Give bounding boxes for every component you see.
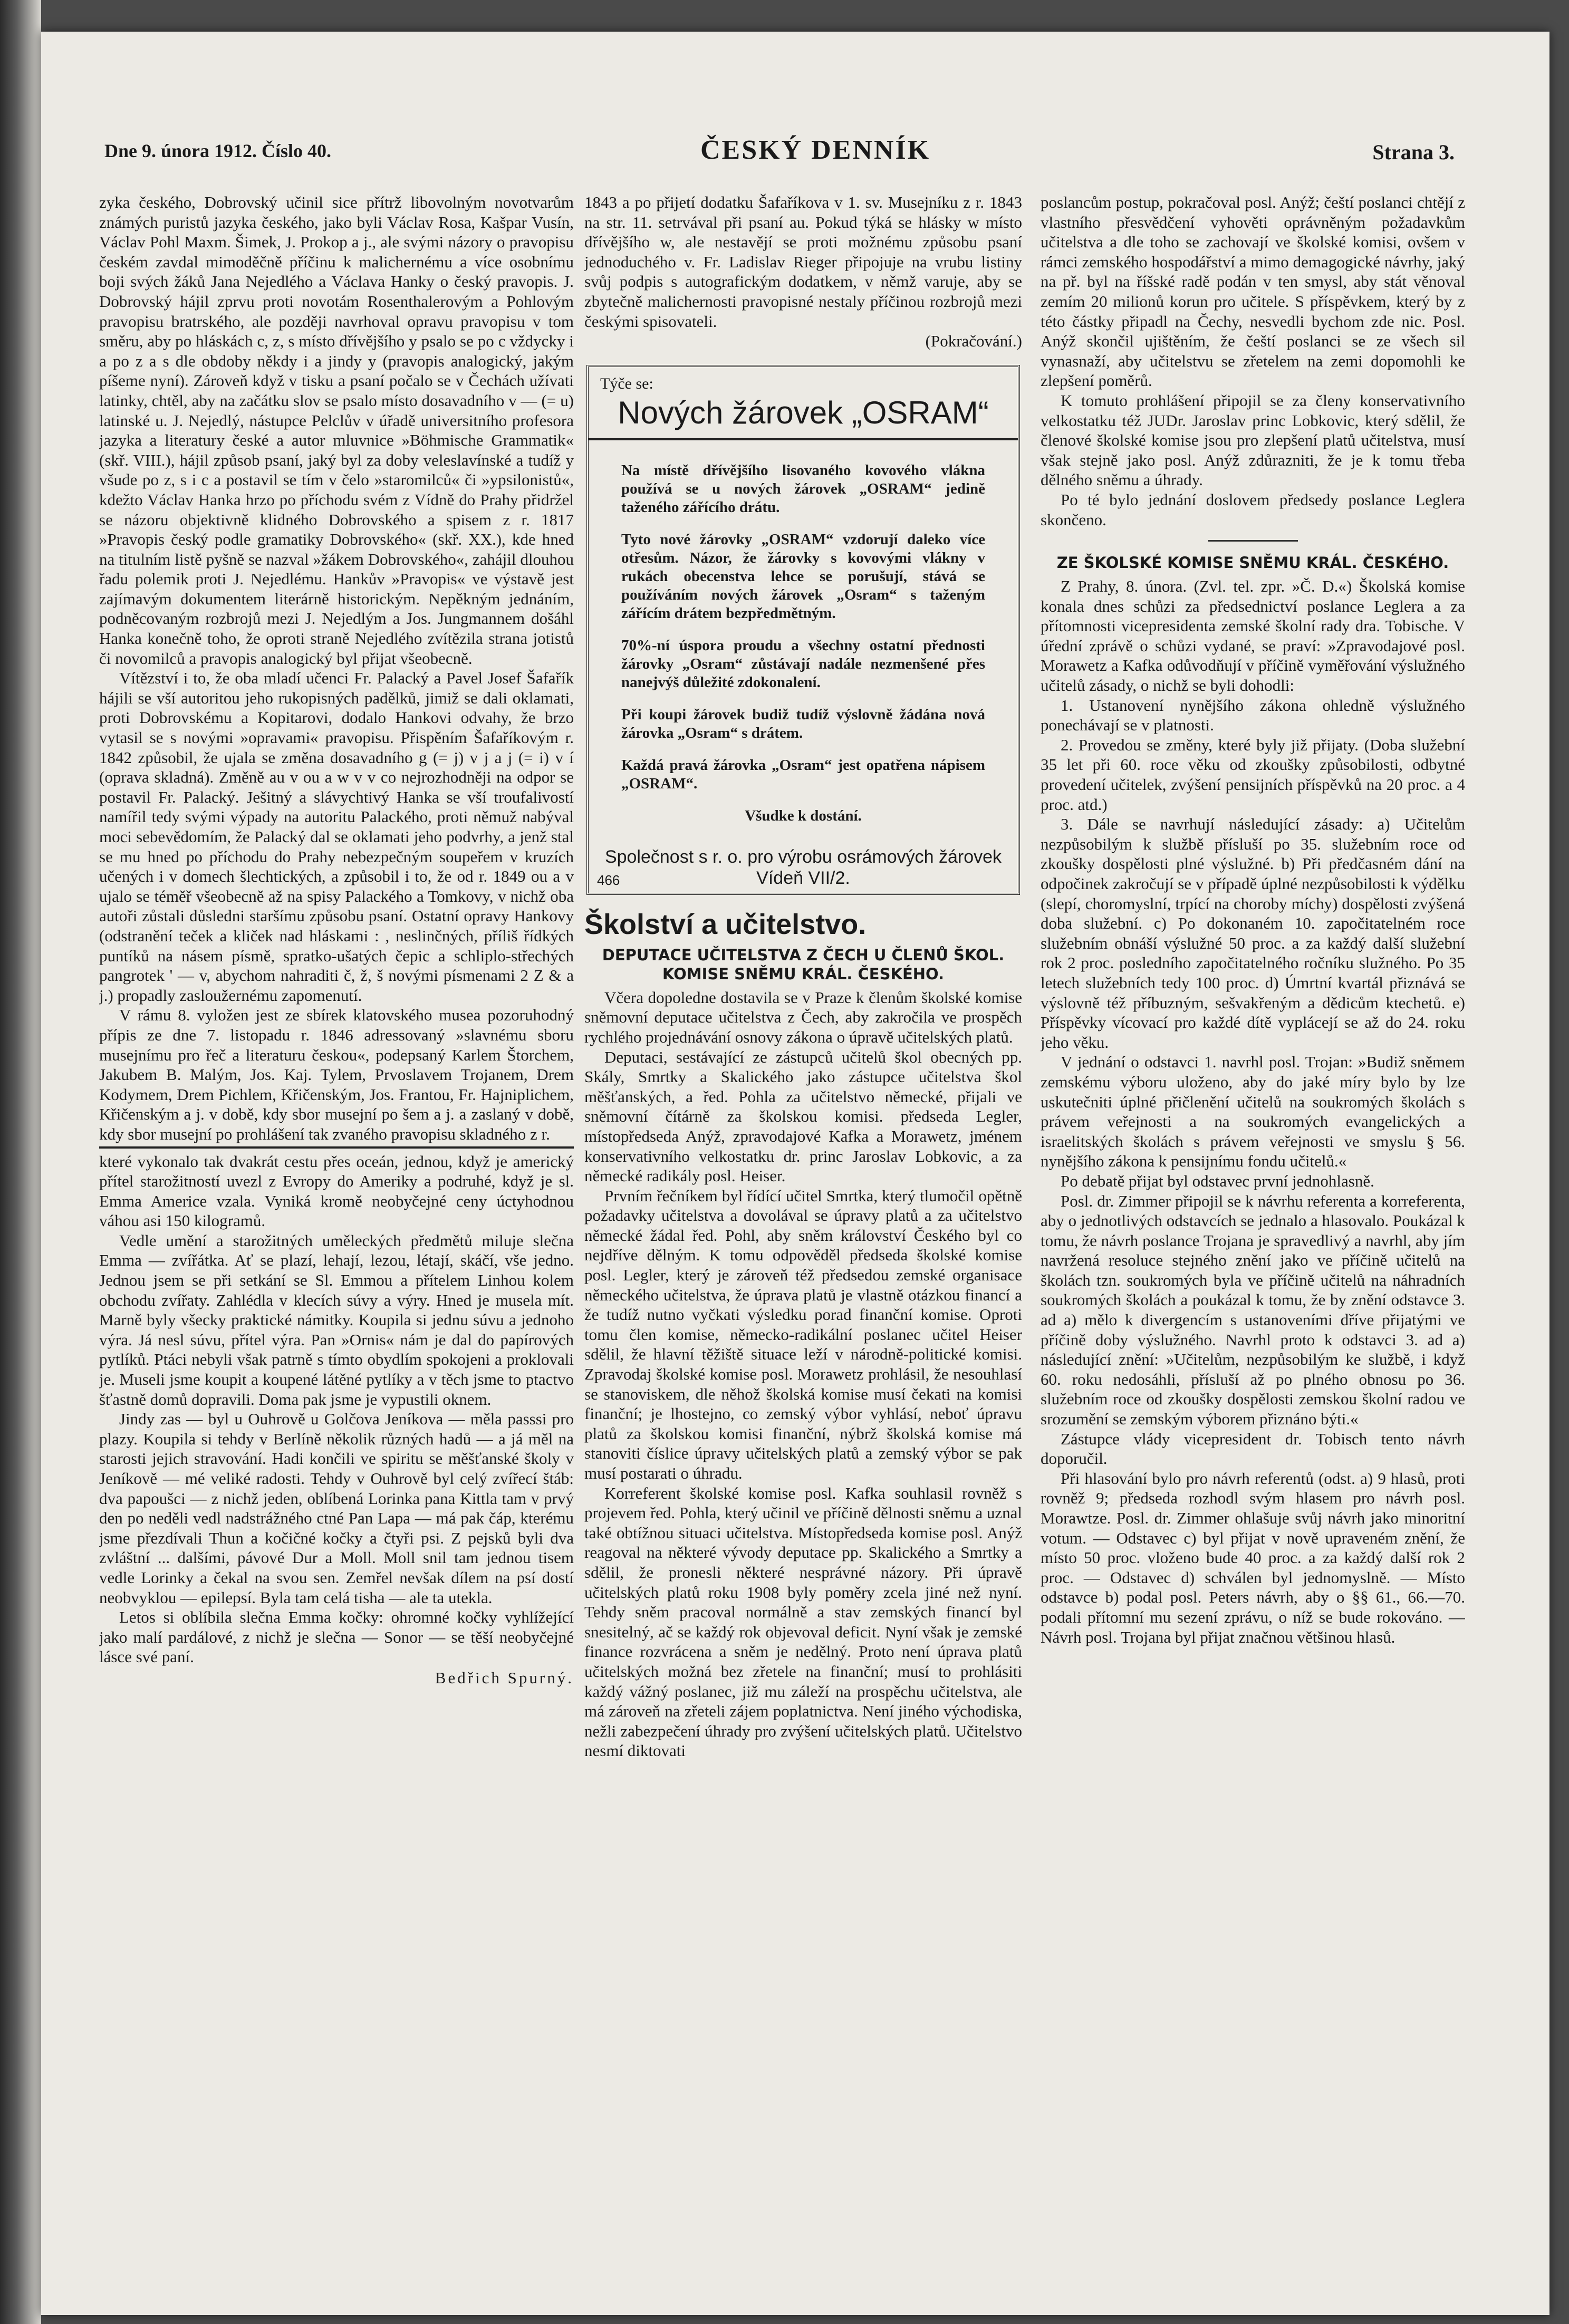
scan-edge xyxy=(0,0,41,2324)
article-text: zyka českého, Dobrovský učinil sice přítrž libovolným novotvarům známých puristů jazyka českého, jako byli Václav Rosa, Kašpar Vusín, Václav Pohl Maxm. Šimek, J. Prokop a j., ale svými názory o pravopisu českém zavdal mimoděčně příčinu k malichernému a více osobnímu boji svých žáků Jana Nejedlého a Václava Hanky o český pravopis. J. Dobrovský hájil zprvu proti novotám Rosenthalerovým a Pohlovým pravopisu bratrského, ale později navrhoval opravu pravopisu v tom směru, aby po hláskách c, z, s místo dřívějšího y psalo se po c vždycky i a po z a s dle obdoby někdy i a jindy y (pravopis analogický, jakým píšeme nyní). Zároveň když v tisku a psaní počalo se v Čechách užívati latinky, chtěl, aby na začátku slov se psalo místo dosavadního v — (= u) latinské u. J. Nejedlý, nástupce Pelclův v úřadě universitního profesora jazyka a literatury české a autor mluvnice »Böhmische Grammatik« (skř. VIII.), hájil způsob psaní, jaký byl za doby veleslavínské a tudíž y všude po z, s i c a postavil se tím v čelo »staromilců« či »ypsilonistů«, kdežto Václav Hanka hrzo po příchodu svém z Vídně do Prahy přidržel se názoru objektivně klidného Dobrovského a spisem z r. 1817 »Pravopis český podle gramatiky Dobrovského« (skř. XX.), kde hned na titulním listě pyšně se nazval »žákem Dobrovského«, zahájil dlouhou řadu polemik proti J. Nejedlému. Hankův »Pravopis« ve výstavě jest zajímavým dokumentem literárně historickým. Nepěkným jednáním, podněcovaným rozbrojů mezi J. Nejedlým a Jos. Jungmannem došáhl Hanka konečně toho, že oproti straně Nejedlého zvítězila strana jotistů či novomilců a pravopis analogický byl přijat všeobecně. xyxy=(99,193,574,668)
newspaper-page xyxy=(41,32,1549,2315)
article-text: Prvním řečníkem byl řídící učitel Smrtka, který tlumočil opětně požadavky učitelstva a dovolával se úpravy platů a za učitelstvo německé žádal řed. Pohl, aby sněm království Českého byl co nejdříve dělným. K tomu odpověděl předseda školské komise posl. Legler, který je zároveň též předsedou zemské organisace německého učitelstva, že úprava platů je vlastně otázkou financí a že tudíž nutno vyčkati výsledku porad finanční komise. Oproti tomu člen komise, německo-radikální poslanec učitel Heiser sdělil, že hlavní těžiště situace leží v národně-politické komisi. Zpravodaj školské komise posl. Morawetz prohlásil, že nesouhlasí se stanoviskem, dle něhož školská komise musí čekati na komisi finanční; je lhostejno, co zemský výbor vyhlásí, neboť úpravu platů za školskou komisi finanční, nýbrž školská komise má stanoviti číslice úpravy učitelských platů a zemský výbor se pak musí postarati o úhradu. xyxy=(584,1186,1022,1482)
ad-text: Tyto nové žárovky „OSRAM“ vzdorují daleko více otřesům. Názor, že žárovky s kovovými vlákny v rukách obecenstva lehce se porušují, stává se používáním nových žárovek „Osram“ s taženým zářícím drátem bezpředmětným. xyxy=(621,531,985,622)
divider xyxy=(1208,540,1298,542)
ad-headline: Nových žárovek „OSRAM“ xyxy=(589,393,1018,440)
article-text: Při hlasování bylo pro návrh referentů (odst. a) 9 hlasů, proti rovněž 9; předseda rozhodl svým hlasem pro návrh posl. Morawtze. Posl. dr. Zimmer ohlašuje svůj návrh jako minoritní votum. — Odstavec c) byl přijat v nově upraveném znění, že místo 50 proc. vloženo bude 40 proc. a za každý další rok 2 proc. — Odstavec d) schválen byl jednomyslně. — Místo odstavce b) podal posl. Peters návrh, aby o §§ 61., 66.—70. podali přítomní mu sezení zprávu, o níž se bude rokováno. — Návrh posl. Trojana byl přijat značnou většinou hlasů. xyxy=(1041,1469,1465,1646)
column-2 xyxy=(584,192,1022,2249)
ad-text: Na místě dřívějšího lisovaného kovového vlákna používá se u nových žárovek „OSRAM“ jedině taženého zářícího drátu. xyxy=(621,461,985,516)
feuilleton-text: které vykonalo tak dvakrát cestu přes oceán, jednou, když je americký přítel starožitností uvezl z Evropy do Ameriky a podruhé, když je sl. Emma Americe vzala. Vyniká kromě neobyčejné ceny úctyhodnou váhou asi 150 kilogramů. xyxy=(99,1152,574,1230)
osram-advertisement xyxy=(586,365,1020,895)
article-text: Z Prahy, 8. února. (Zvl. tel. zpr. »Č. D.«) Školská komise konala dnes schůzi za předsednictví poslance Leglera a za přítomnosti vicepresidenta zemské školní rady dra. Tobische. V úřední zprávě o schůzi vydané, se praví: »Zpravodajové posl. Morawetz a Kafka odůvodňují v příčině vyměřování výslužného učitelů zásady, o nichž se byli dohodli: xyxy=(1041,577,1465,695)
article-text: K tomuto prohlášení připojil se za členy konservativního velkostatku též JUDr. Jaroslav princ Lobkovic, který sdělil, že členové školské komise jsou pro zlepšení platů učitelstva, musí však stejně jako posl. Anýž zdůrazniti, že je k tomu třeba dělného sněmu a úhrady. xyxy=(1041,391,1465,489)
newspaper-title: ČESKÝ DENNÍK xyxy=(700,135,931,165)
feuilleton-text: Vedle umění a starožitných uměleckých předmětů miluje slečna Emma — zvířátka. Ať se plazí, lehají, lezou, létají, skáčí, vše jedno. Jednou jsem se při setkání se Sl. Emmou a přítelem Linhou kolem obchodu zvířaty. Zahlédla v klecích súvy a výry. Hned je musela mít. Marně byly všecky praktické námitky. Koupila si jednu súvu a jednoho výra. Já nesl súvu, přítel výra. Pan »Ornis« nám je dal do papírových pytlíků. Ptáci nebyli však patrně s tímto obydlím spokojeni a proklovali je. Museli jsme koupit a koupené látěné pytlíky a v těch jsme to ptactvo šťastně domů dopravili. Doma pak jsme je vypustili oknem. xyxy=(99,1231,574,1409)
ad-intro: Týče se: xyxy=(600,374,653,392)
ad-text: Každá pravá žárovka „Osram“ jest opatřena nápisem „OSRAM“. xyxy=(621,756,985,792)
author-signature: Bedřich Spurný. xyxy=(435,1668,574,1687)
divider xyxy=(99,1146,574,1149)
article-text: Deputaci, sestávající ze zástupců učitelů škol obecných pp. Skály, Smrtky a Skalického jako zástupce učitelstva škol měšťanských, a řed. Pohla za učitelstvo německé, přijali ve sněmovní čítárně za školskou komisi. předseda Legler, místopředseda Anýž, zpravodajové Kafka a Morawetz, jménem konservativního velkostatku dr. princ Jaroslav Lobkovic, a za německé radikály posl. Heiser. xyxy=(584,1047,1022,1185)
article-text: Posl. dr. Zimmer připojil se k návrhu referenta a korreferenta, aby o jednotlivých odstavcích se jednalo a hlasovalo. Poukázal k tomu, že návrh poslance Trojana je spravedlivý a navrhl, aby jím navržená resoluce stejného znění jako ve příčině učitelů na školách tzn. soukromých byla ve příčině učitelů na náhradních soukromých školách a poukázal k tomu, že by znění odstavce 3. ad a) mělo k divergencím s ustanoveními dříve přijatými ve příčině doby výslužného. Navrhl proto k odstavci 3. ad a) následující znění: »Učitelům, nezpůsobilým ke službě, i když 60. roku nedosáhli, přísluší až po plného obnosu po 36. služebním roce od zkoušky dospělosti zemskou školní radou ve srozumění se zemským výborem přiznáno býti.« xyxy=(1041,1191,1465,1429)
column-3 xyxy=(1041,192,1465,2249)
article-text: 1843 a po přijetí dodatku Šafaříkova v 1. sv. Musejníku z r. 1843 na str. 11. setrvával při psaní au. Pokud týká se hlásky w místo dřívějšího w, ale nestavějí se proti možnému způsobu psaní jednoduchého v. Fr. Ladislav Rieger připojuje na vrubu listiny svůj podpis s autografickým dodatkem, v němž varuje, aby se zbytečně malichernosti pravopisné nestaly příčinou rozbrojů mezi českými spisovateli. xyxy=(584,193,1022,331)
article-text: 2. Provedou se změny, které byly již přijaty. (Doba služební 35 let při 60. roce věku od zkoušky způsobilosti, odbytné provedení učitelek, zvýšení pensijních příspěvků na 20 proc. a 4 proc. atd.) xyxy=(1041,735,1465,814)
feuilleton-text: Jindy zas — byl u Ouhrově u Golčova Jeníkova — měla passsi pro plazy. Koupila si tehdy v Berlíně několik různých hadů — a já měl na starosti jejich stravování. Hadi končili ve spiritu se měšťanské školy v Jeníkově — mé veliké radosti. Tehdy v Ouhrově byl celý zvířecí štáb: dva papoušci — z nichž jeden, oblíbená Lorinka pana Kittla tam v prvý den po neděli vedl nadstrážného ctné Pan Lapa — má pak čáp, kterému jsme přezdívali Thun a kočičné kočky a čtyři psi. Z pejsků byli dva zvláštní ... dalšími, pávové Dur a Moll. Moll snil tam jednou tisem vedle Lorinky a čekal na svou sen. Zemřel nevšak dílem na psí dostí neobvyklou — epilepsí. Byla tam celá tisha — ale ta utekla. xyxy=(99,1410,574,1607)
feuilleton-text: Letos si oblíbila slečna Emma kočky: ohromné kočky vyhlížející jako malí pardálové, z nichž je slečna — Sonor — se těší neobyčejné lásce své paní. xyxy=(99,1608,574,1666)
section-heading: Školství a učitelstvo. xyxy=(584,908,867,940)
article-text: V jednání o odstavci 1. navrhl posl. Trojan: »Budiž sněmem zemskému výboru uloženo, aby do jaké míry bylo by lze uskutečniti úplné přičlenění učitelů na soukromých školách s právem veřejnosti a na soukromých evangelických a israelitských školách s právem veřejnosti ve smyslu § 56. nynějšího zákona k pensijnímu fondu učitelů.« xyxy=(1041,1053,1465,1171)
article-text: Včera dopoledne dostavila se v Praze k členům školské komise sněmovní deputace učitelstva z Čech, aby zakročila ve prospěch rychlého projednávání osnovy zákona o úpravě učitelských platů. xyxy=(584,988,1022,1046)
article-text: V rámu 8. vyložen jest ze sbírek klatovského musea pozoruhodný přípis ze dne 7. listopadu r. 1846 adressovaný »slavnému sboru musejnímu pro řeč a literaturu českou«, podepsaný Karlem Štorchem, Jakubem B. Malým, Jos. Kaj. Tylem, Prvoslavem Trojanem, Drem Kodymem, Drem Pichlem, Křičenským, Jos. Frantou, Fr. Hajniplichem, Křičenským a j. v době, kdy sbor musejní po šem a j. a zaslaný v době, kdy sbor musejní po prohlášení tak zvaného pravopisu skladného z r. xyxy=(99,1006,574,1143)
article-text: 3. Dále se navrhují následující zásady: a) Učitelům nezpůsobilým k službě přísluší po 35. služebním roce od zkoušky dospělosti plné výslužné. b) Při předčasném dání na odpočinek zakročují se v případě úplné nezpůsobilosti k výdělku (slepí, choromyslní, trpící na choroby míchy) dospělosti zvýšená doba služební. c) Po dokonaném 10. započitatelném roce služebním obnáší výslužné 50 proc. a za každý další služební rok 2 proc. posledního započitatelného ročníku služného. Po 35 letech služebních tedy 100 proc. d) Úmrtní kvartál přiznává se výslovně též příbuzným, sešvakřeným a dědicům ktechetů. e) Příspěvky vícovací pro každé dítě vyplácejí se až do 24. roku jeho věku. xyxy=(1041,815,1465,1052)
masthead xyxy=(104,129,1455,171)
page-number: Strana 3. xyxy=(1372,140,1455,164)
article-text: Korreferent školské komise posl. Kafka souhlasil rovněž s projevem řed. Pohla, který učinil ve příčině dělnosti sněmu a uznal také obtížnou situaci učitelstva. Místopředseda komise posl. Anýž reagoval na některé vývody deputace pp. Skalického a Smrtky a sdělil, že pronesli některé nesprávné názory. Při úpravě učitelských platů roku 1908 byly poměry zcela jiné než nyní. Tehdy sněm pracoval normálně a stav zemských financí byl snesitelný, ač se každý rok objevoval deficit. Nyní však je zemské finance rozvrácena a sněm je nedělný. Proto není úprava platů učitelských možná bez zřetele na finanční; musí to prohlásiti každý vážný poslanec, již mu záleží na prospěchu učitelstva, ale má zároveň na zřeteli zájem poplatnictva. Není jiného východiska, nežli zabezpečení úhrady pro zvýšení učitelských platů. Učitelstvo nesmí diktovati xyxy=(584,1483,1022,1760)
ad-company: Společnost s r. o. pro výrobu osrámových žárovek Vídeň VII/2. xyxy=(604,846,1002,888)
ad-availability: Všudke k dostání. xyxy=(745,807,862,824)
article-text: 1. Ustanovení nynějšího zákona ohledně výslužného ponechávají se v platnosti. xyxy=(1041,696,1465,735)
issue-date: Dne 9. února 1912. Číslo 40. xyxy=(104,140,332,161)
ad-number: 466 xyxy=(597,872,620,888)
article-text: Vítězství i to, že oba mladí učenci Fr. Palacký a Pavel Josef Šafařík hájili se vší autoritou jeho rukopisných padělků, jimiž se dali oklamati, proti Dobrovskému a Kopitarovi, dodalo Hankovi odvahy, že brzo vytasil se s novými »opravami« pravopisu. Přispěním Šafaříkovým r. 1842 způsobil, že ujala se změna dosavadního g (= j) v j a j (= i) v í (oprava skladná). Změně au v ou a w v v co nejrozhodněji na odpor se postavil Fr. Palacký. Ješitný a slávychtivý Hanka se vší troufalivostí namířil tedy svými výpady na autoritu Palackého, proti němuž nabýval moci sebevědomím, že Palacký dal se oklamati jeho podvrhy, a jenž stal se mu hned po příchodu do Prahy nebezpečným soupeřem v kruzích učených i v domech šlechtických, a způsobil i to, že od r. 1849 ou a v ujalo se téměř všeobecně až na spisy Palackého a Tomkovy, v nichž oba autoři zůstali důsledni staršímu způsobu psaní. Ostatní opravy Hankovy (odstranění teček a kliček nad hláskami : , neslinčných, příliš řídkých puntíků na násem písmě, spratko-ušatých čepic a schliplo-střechých pangrotek ' — v, abychom nahraditi č, ž, š novými písmenami 2 Z & a j.) propadly zasloužernému zapomenutí. xyxy=(99,669,574,1005)
article-headline: DEPUTACE UČITELSTVA Z ČECH U ČLENŮ ŠKOL. KOMISE SNĚMU KRÁL. ČESKÉHO. xyxy=(602,946,1005,983)
article-text: Po té bylo jednání doslovem předsedy poslance Leglera skončeno. xyxy=(1041,490,1465,529)
column-1 xyxy=(99,192,574,2249)
article-headline: ZE ŠKOLSKÉ KOMISE SNĚMU KRÁL. ČESKÉHO. xyxy=(1056,554,1449,572)
ad-text: Při koupi žárovek budiž tudíž výslovně žádána nová žárovka „Osram“ s drátem. xyxy=(621,706,985,741)
ad-text: 70%-ní úspora proudu a všechny ostatní přednosti žárovky „Osram“ zůstávají nadále nezmenšené přes nanejvýš důležité zdokonalení. xyxy=(621,637,985,691)
article-text: poslancům postup, pokračoval posl. Anýž; čeští poslanci chtějí z vlastního přesvědčení vyhověti oprávněným požadavkům učitelstva a dle toho se zachovají ve školské komisi, ovšem v rámci zemského hospodářství a mimo demagogické návrhy, jaký na př. byl na říšské radě podán v ten smysl, aby stát věnoval zemím 20 milionů korun pro učitele. S příspěvkem, který by z této částky připadl na Čechy, nesvedli bychom zde nic. Posl. Anýž skončil ujištěním, že čeští poslanci se ze všech sil vynasnaží, aby učitelstvu se zřetelem na zemi dopomohli ke zlepšení poměrů. xyxy=(1041,193,1465,390)
article-text: Po debatě přijat byl odstavec první jednohlasně. xyxy=(1061,1171,1374,1190)
continuation-note: (Pokračování.) xyxy=(925,332,1022,351)
article-text: Zástupce vlády vicepresident dr. Tobisch tento návrh doporučil. xyxy=(1041,1429,1465,1468)
